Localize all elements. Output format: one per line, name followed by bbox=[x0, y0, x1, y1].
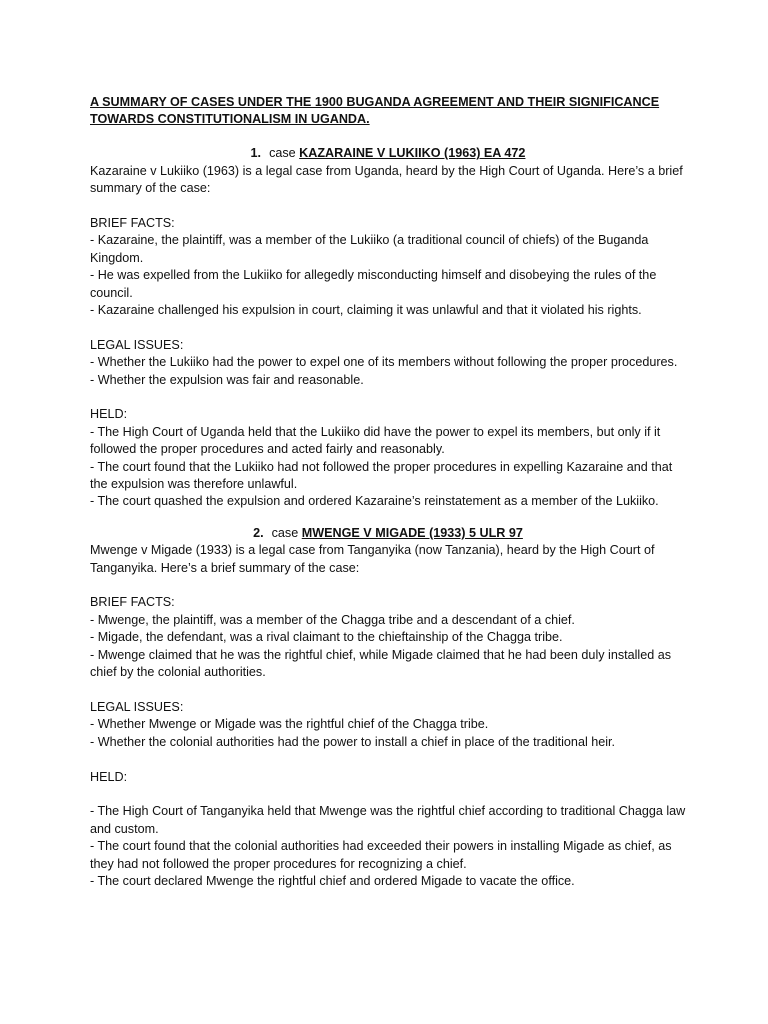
issue-item: - Whether Mwenge or Migade was the rightful chief of the Chagga tribe. bbox=[90, 717, 489, 732]
issue-item: - Whether the expulsion was fair and reasonable. bbox=[90, 372, 364, 387]
spacer bbox=[90, 319, 686, 336]
facts-heading: BRIEF FACTS: bbox=[90, 595, 175, 610]
issue-item: - Whether the Lukiiko had the power to expel one of its members without following the proper procedures. bbox=[90, 355, 678, 370]
case-number: 2. bbox=[253, 525, 264, 540]
held-item: - The court found that the colonial authorities had exceeded their powers in installing Migade as chief, as they had not followed the proper procedures for recognizing a chief. bbox=[90, 839, 672, 871]
fact-item: - Kazaraine challenged his expulsion in court, claiming it was unlawful and that it violated his rights. bbox=[90, 303, 642, 318]
held-heading: HELD: bbox=[90, 769, 128, 784]
spacer bbox=[90, 682, 686, 699]
case-intro: Mwenge v Migade (1933) is a legal case from Tanganyika (now Tanzania), heard by the High Court of Tanganyika. Here’s a brief summary of the case: bbox=[90, 543, 655, 575]
issues-heading: LEGAL ISSUES: bbox=[90, 699, 184, 714]
spacer bbox=[90, 577, 686, 594]
spacer bbox=[90, 751, 686, 768]
case-intro: Kazaraine v Lukiiko (1963) is a legal case from Uganda, heard by the High Court of Uganda. Here’s a brief summary of the case: bbox=[90, 163, 683, 196]
case-section bbox=[90, 525, 686, 890]
held-item: - The court quashed the expulsion and ordered Kazaraine’s reinstatement as a member of the Lukiiko. bbox=[90, 494, 659, 509]
spacer bbox=[90, 786, 686, 803]
spacer bbox=[90, 198, 686, 215]
spacer bbox=[90, 389, 686, 406]
held-heading: HELD: bbox=[90, 407, 128, 422]
document-title: A SUMMARY OF CASES UNDER THE 1900 BUGANDA AGREEMENT AND THEIR SIGNIFICANCE TOWARDS CONSTITUTIONALISM IN UGANDA. bbox=[90, 95, 660, 126]
spacer bbox=[90, 128, 686, 145]
fact-item: - Mwenge, the plaintiff, was a member of the Chagga tribe and a descendant of a chief. bbox=[90, 612, 575, 627]
case-prefix: case bbox=[271, 525, 302, 540]
held-item: - The High Court of Tanganyika held that Mwenge was the rightful chief according to traditional Chagga law and custom. bbox=[90, 804, 686, 836]
fact-item: - Kazaraine, the plaintiff, was a member of the Lukiiko (a traditional council of chiefs) of the Buganda Kingdom. bbox=[90, 233, 649, 265]
issues-heading: LEGAL ISSUES: bbox=[90, 337, 184, 352]
fact-item: - He was expelled from the Lukiiko for allegedly misconducting himself and disobeying the rules of the council. bbox=[90, 268, 657, 300]
held-item: - The court declared Mwenge the rightful chief and ordered Migade to vacate the office. bbox=[90, 873, 575, 888]
spacer bbox=[90, 511, 686, 525]
case-prefix: case bbox=[269, 146, 300, 161]
case-heading bbox=[90, 525, 686, 542]
case-citation: KAZARAINE V LUKIIKO (1963) EA 472 bbox=[299, 146, 526, 161]
case-section bbox=[90, 145, 686, 510]
case-citation: MWENGE V MIGADE (1933) 5 ULR 97 bbox=[301, 525, 523, 540]
fact-item: - Mwenge claimed that he was the rightful chief, while Migade claimed that he had been duly installed as chief by the colonial authorities. bbox=[90, 647, 672, 680]
held-item: - The court found that the Lukiiko had not followed the proper procedures in expelling Kazaraine and that the expulsion was therefore unlawful. bbox=[90, 459, 673, 492]
case-heading bbox=[90, 145, 686, 162]
held-item: - The High Court of Uganda held that the Lukiiko did have the power to expel its members, but only if it followed the proper procedures and acted fairly and reasonably. bbox=[90, 424, 661, 457]
facts-heading: BRIEF FACTS: bbox=[90, 216, 175, 230]
fact-item: - Migade, the defendant, was a rival claimant to the chieftainship of the Chagga tribe. bbox=[90, 630, 563, 645]
document-page bbox=[90, 94, 686, 890]
case-number: 1. bbox=[250, 146, 262, 161]
issue-item: - Whether the colonial authorities had the power to install a chief in place of the traditional heir. bbox=[90, 734, 616, 749]
